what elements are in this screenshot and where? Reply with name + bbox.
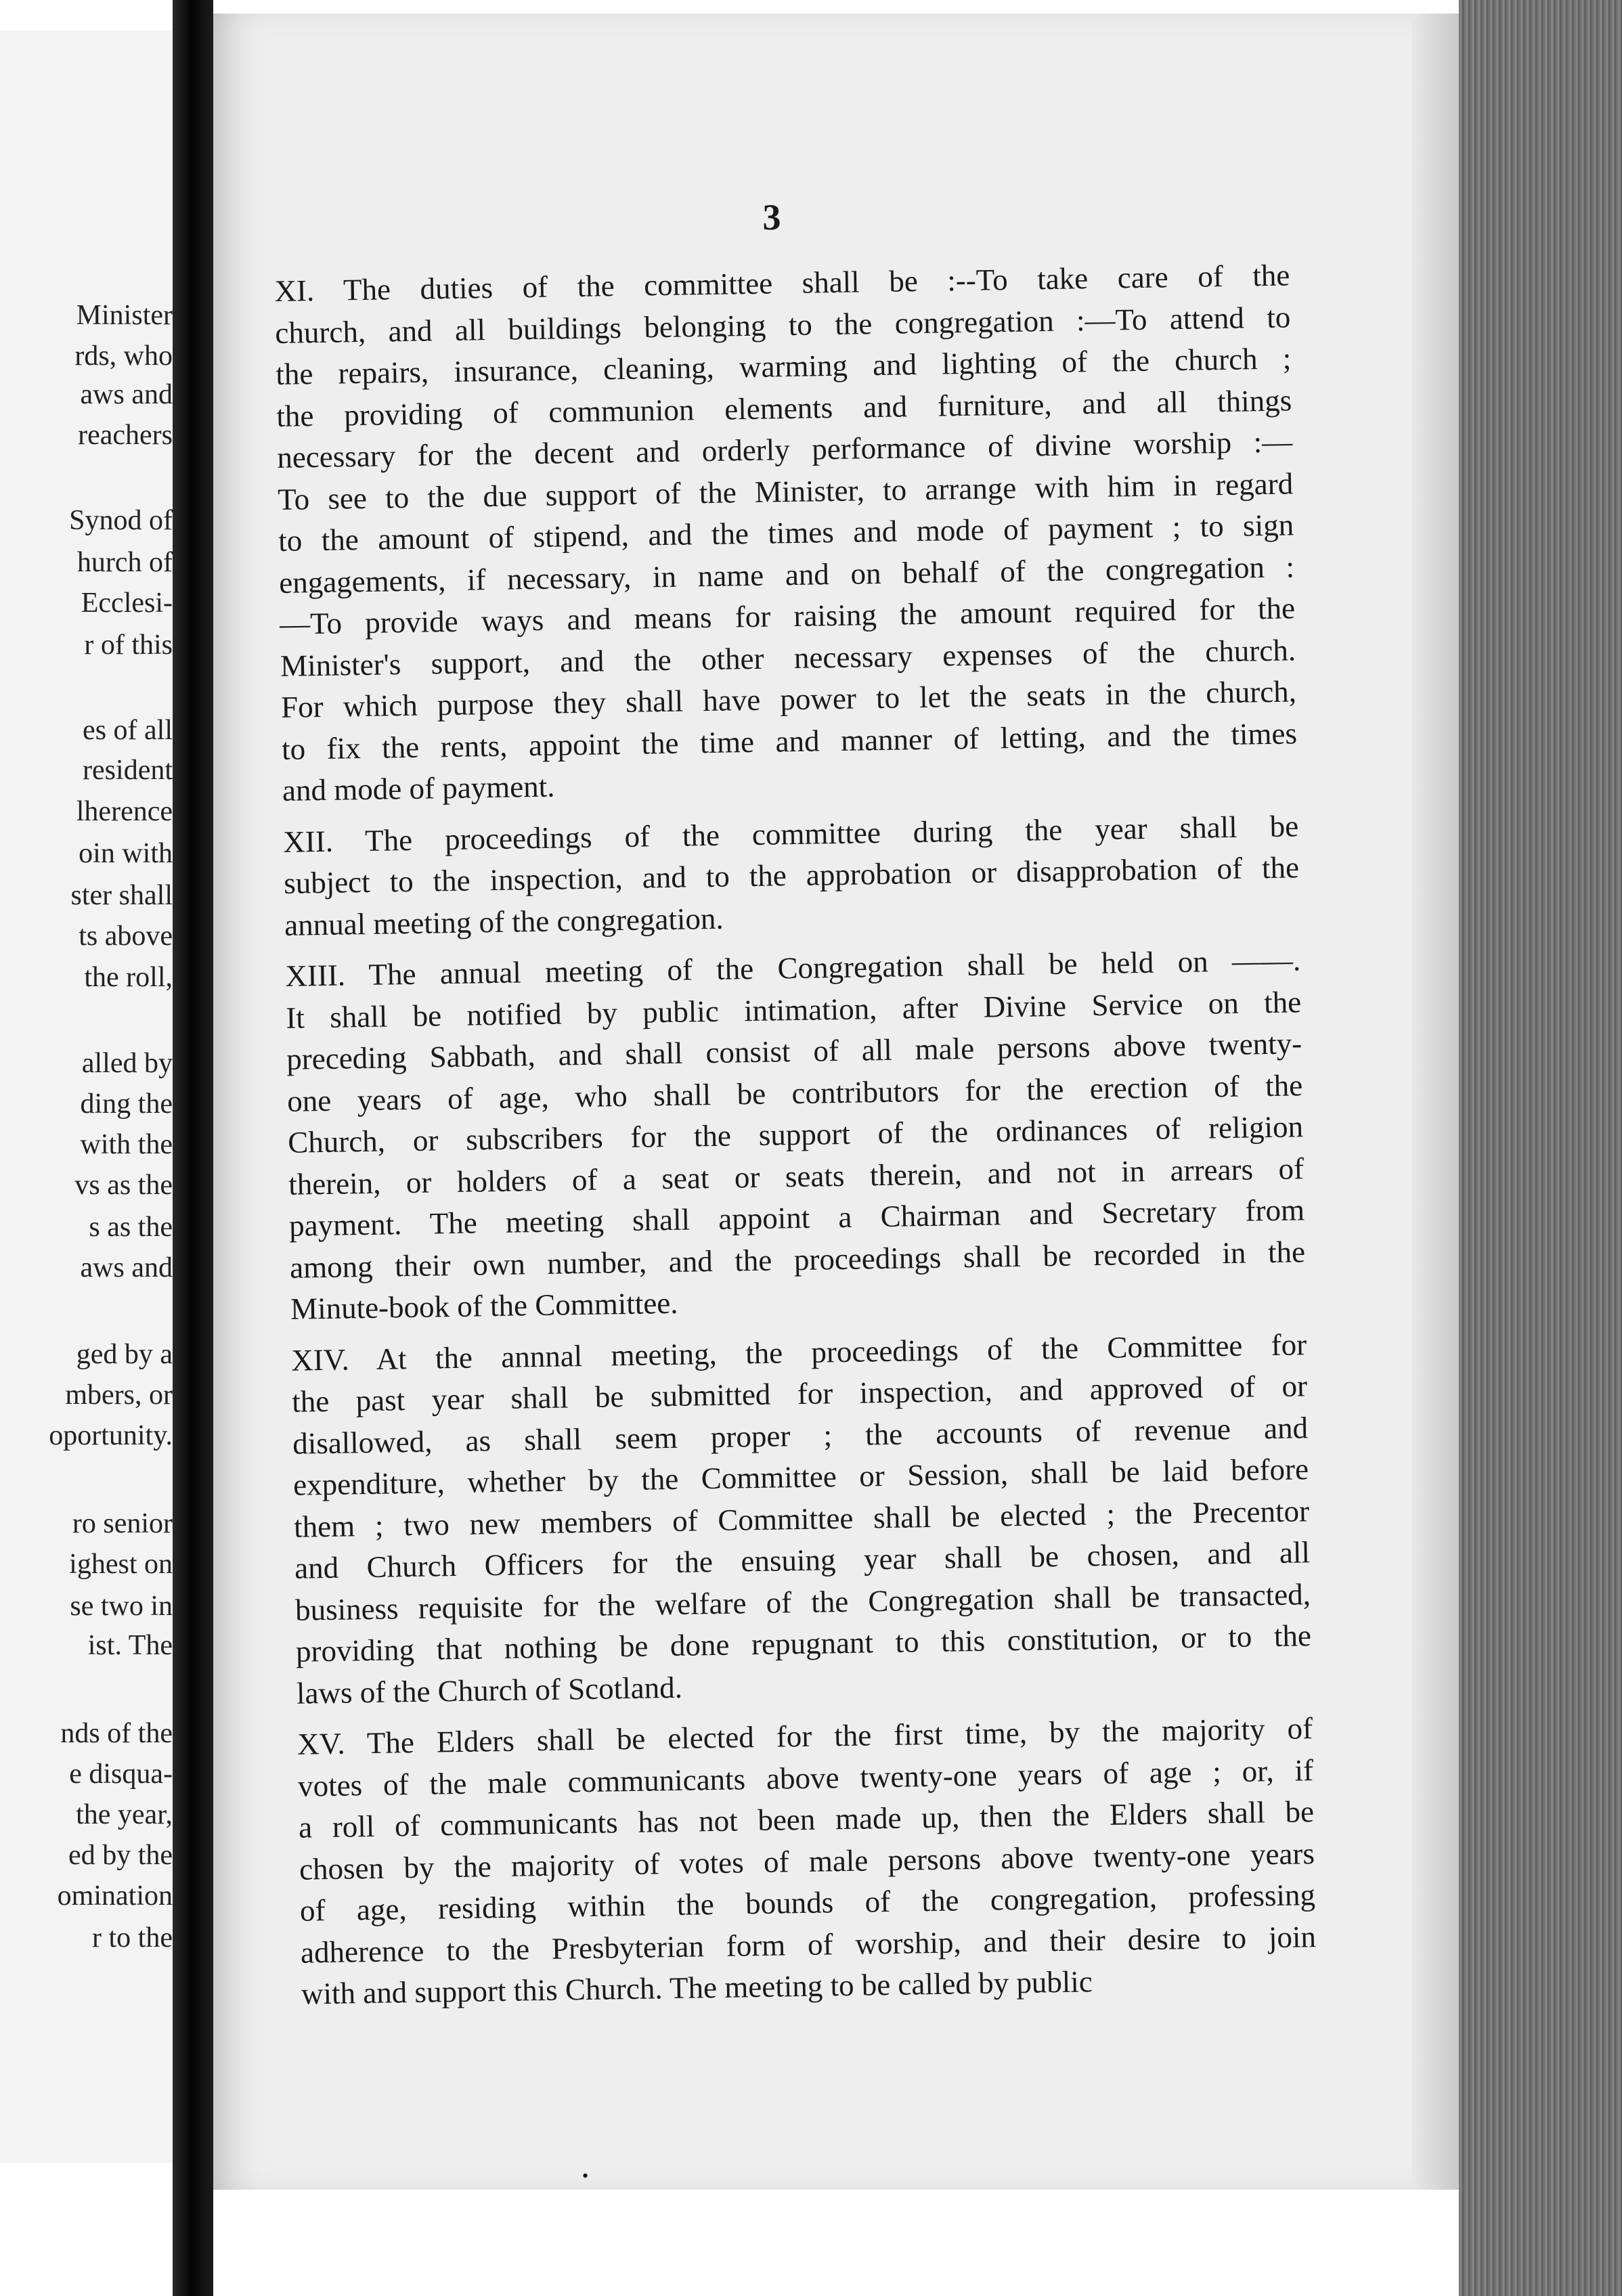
left-page-line: alled by [81, 1048, 173, 1079]
left-page-line: se two in [70, 1591, 173, 1622]
left-page-line: resident [83, 755, 173, 786]
left-page-line: e disqua- [69, 1759, 173, 1790]
left-page-line: oportunity. [49, 1420, 173, 1451]
left-page-line: ged by a [76, 1339, 173, 1370]
text-line: laws of the Church of Scotland. [296, 1670, 683, 1710]
text-line: of age, residing within the bounds of the congregation, professing [299, 1878, 1316, 1928]
left-page-line: ed by the [68, 1840, 173, 1871]
left-page-line: ighest on [69, 1549, 173, 1580]
left-page-line: aws and [80, 1252, 173, 1283]
left-page-line: oin with [79, 838, 173, 869]
text-line: payment. The meeting shall appoint a Chairman and Secretary from [288, 1193, 1305, 1243]
text-line: XII. The proceedings of the committee during the year shall be [282, 808, 1299, 859]
text-line: Church, or subscribers for the support of the ordinances of religion [287, 1109, 1304, 1160]
text-line: one years of age, who shall be contributors for the erection of the [286, 1067, 1303, 1118]
text-line: church, and all buildings belonging to the congregation :—To attend to [275, 299, 1291, 350]
text-line: votes of the male communicants above twenty-one years of age ; or, if [297, 1752, 1314, 1803]
text-line: among their own number, and the proceedings shall be recorded in the [289, 1234, 1306, 1285]
left-page-line: ster shall [70, 880, 173, 911]
text-line: and Church Officers for the ensuing year shall be chosen, and all [294, 1535, 1311, 1585]
book-gutter [173, 0, 213, 2296]
left-page-line: with the [80, 1129, 173, 1160]
paragraph [285, 940, 1307, 1330]
text-line: disallowed, as shall seem proper ; the accounts of revenue and [292, 1410, 1309, 1461]
text-line: Minute-book of the Committee. [290, 1285, 678, 1326]
text-line: them ; two new members of Committee shall be elected ; the Precentor [293, 1493, 1310, 1544]
text-line: XIII. The annual meeting of the Congregation shall be held on ——. [284, 943, 1301, 993]
left-page-line: Minister [76, 300, 173, 331]
text-line: expenditure, whether by the Committee or Session, shall be laid before [292, 1452, 1309, 1502]
left-page-line: the roll, [84, 962, 173, 993]
left-page-line: r to the [92, 1922, 173, 1953]
left-facing-page [0, 30, 173, 2163]
text-line: a roll of communicants has not been made up, then the Elders shall be [298, 1794, 1315, 1845]
left-page-line: Synod of [69, 505, 173, 536]
bottom-mark: • [582, 2166, 589, 2186]
left-page-line: rds, who [74, 340, 173, 372]
text-line: XI. The duties of the committee shall be :--To take care of the [274, 258, 1290, 308]
text-line: the past year shall be submitted for inspection, and approved of or [291, 1369, 1308, 1419]
paragraph [283, 805, 1300, 946]
text-line: and mode of payment. [282, 769, 555, 808]
text-line: necessary for the decent and orderly performance of divine worship :— [276, 424, 1293, 474]
left-page-line: ist. The [87, 1630, 173, 1661]
page-number: 3 [762, 197, 781, 238]
text-line: therein, or holders of a seat or seats therein, and not in arrears of [288, 1151, 1305, 1201]
left-page-line: Ecclesi- [81, 588, 173, 619]
text-line: to fix the rents, appoint the time and manner of letting, and the times [281, 715, 1298, 766]
page-edges [1459, 0, 1622, 2296]
body-text [274, 255, 1317, 2015]
text-line: Minister's support, and the other necessary expenses of the church. [280, 632, 1296, 683]
left-page-line: s as the [89, 1212, 173, 1243]
left-page-line: ro senior [72, 1508, 173, 1539]
text-line: For which purpose they shall have power to let the seats in the church, [280, 674, 1297, 724]
text-line: providing that nothing be done repugnant to this constitution, or to the [295, 1618, 1312, 1669]
left-page-line: es of all [83, 715, 173, 746]
text-line: the repairs, insurance, cleaning, warming and lighting of the church ; [276, 341, 1292, 391]
left-page-line: hurch of [76, 547, 173, 578]
paragraph [274, 255, 1298, 812]
text-line: —To provide ways and means for raising the amount required for the [279, 591, 1296, 641]
left-page-line: lherence [76, 796, 173, 827]
paragraph [297, 1708, 1317, 2015]
paragraph [291, 1324, 1313, 1715]
text-line: to the amount of stipend, and the times and mode of payment ; to sign [278, 508, 1294, 558]
left-page-line: ts above [79, 921, 173, 952]
left-page-line: omination [57, 1880, 173, 1912]
text-line: To see to the due support of the Minister, to arrange with him in regard [277, 466, 1294, 516]
left-page-line: r of this [84, 630, 173, 661]
text-line: annual meeting of the congregation. [284, 901, 724, 942]
text-line: with and support this Church. The meeting to be called by public [301, 1964, 1093, 2011]
left-page-line: the year, [76, 1799, 173, 1830]
text-line: subject to the inspection, and to the approbation or disapprobation of the [283, 850, 1300, 900]
text-line: chosen by the majority of votes of male persons above twenty-one years [299, 1836, 1315, 1886]
left-page-line: vs as the [74, 1170, 173, 1201]
text-line: It shall be notified by public intimation, after Divine Service on the [285, 984, 1302, 1035]
text-line: business requisite for the welfare of the Congregation shall be transacted, [294, 1576, 1311, 1627]
text-line: engagements, if necessary, in name and on behalf of the congregation : [278, 549, 1295, 600]
text-line: preceding Sabbath, and shall consist of all male persons above twenty- [286, 1026, 1302, 1076]
left-page-line: reachers [78, 420, 173, 451]
text-line: XIV. At the annnal meeting, the proceedings of the Committee for [290, 1327, 1307, 1377]
text-line: adherence to the Presbyterian form of worship, and their desire to join [300, 1919, 1317, 1970]
page-edge-shadow [1411, 14, 1459, 2190]
left-page-line: aws and [80, 379, 173, 410]
text-line: XV. The Elders shall be elected for the first time, by the majority of [297, 1711, 1313, 1761]
left-page-line: mbers, or [65, 1379, 173, 1411]
left-page-line: ding the [80, 1088, 173, 1120]
left-page-line: nds of the [60, 1718, 173, 1749]
text-line: the providing of communion elements and furniture, and all things [276, 382, 1292, 433]
